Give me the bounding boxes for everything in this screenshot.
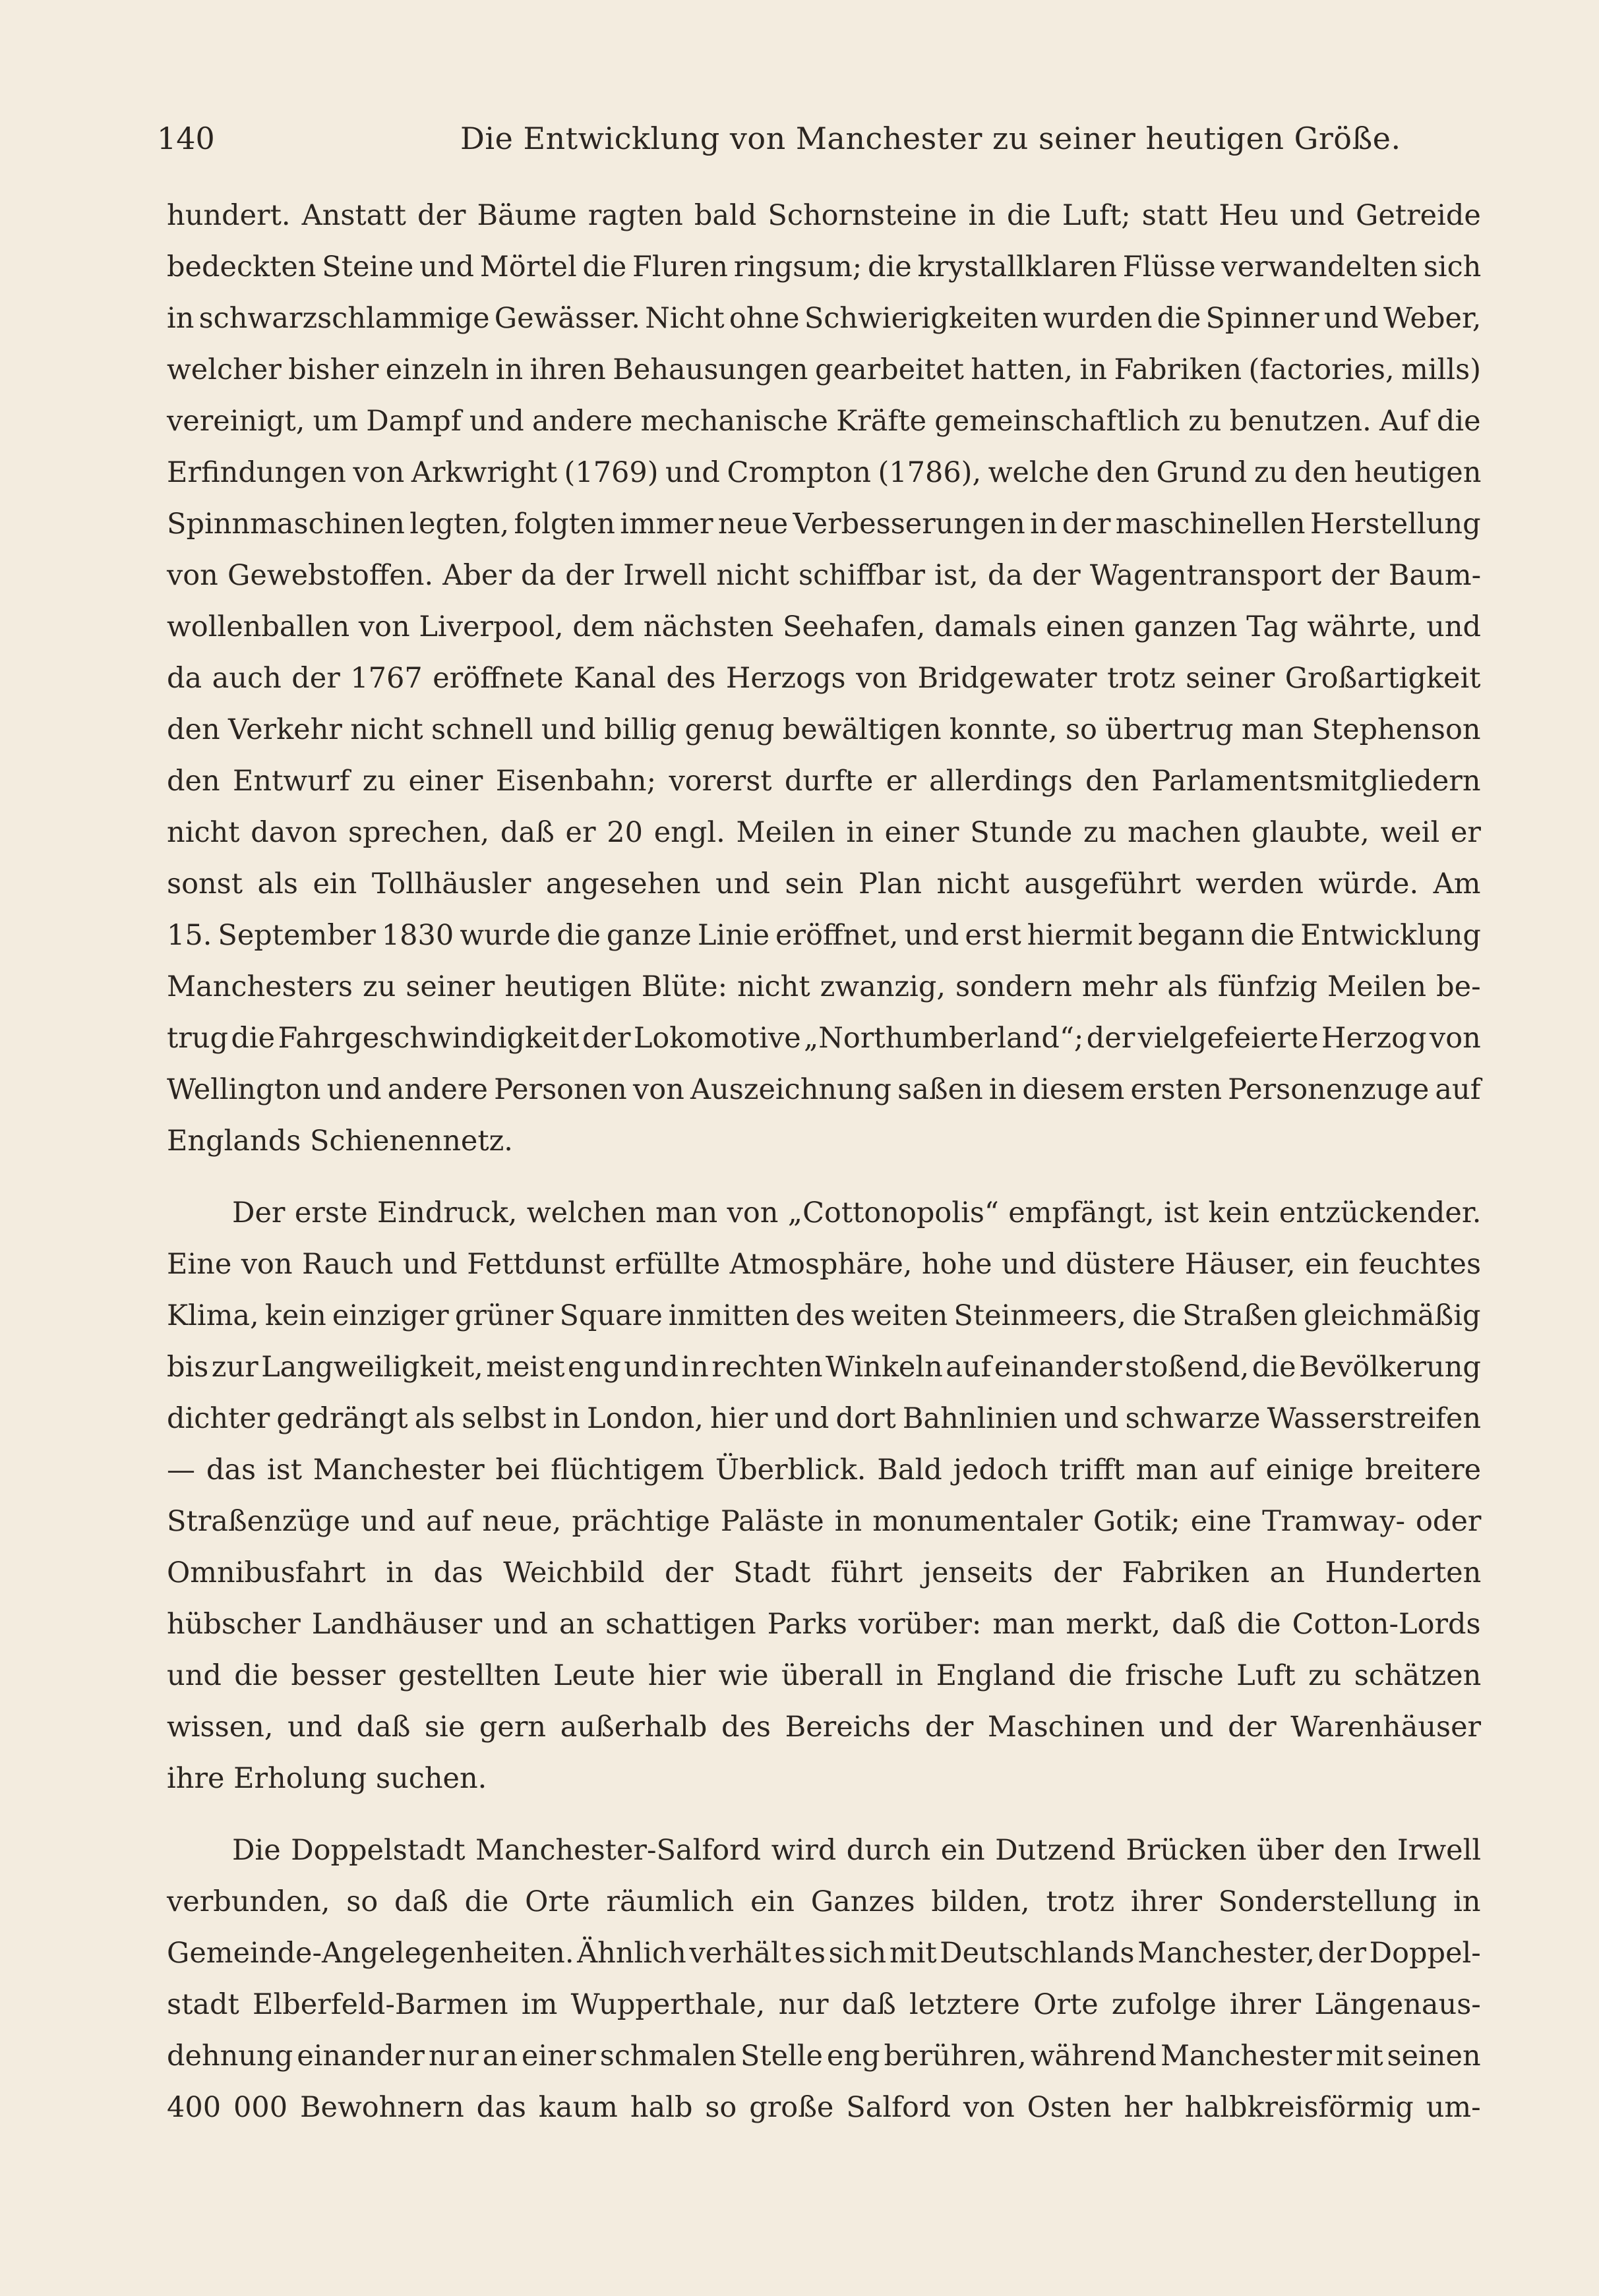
text-line: und die besser gestellten Leute hier wie überall in England die frische Luft zu schätzen [167, 1659, 1482, 1692]
text-line: hundert. Anstatt der Bäume ragten bald Schornsteine in die Luft; statt Heu und Getreide [167, 199, 1481, 232]
page-header [157, 115, 1476, 162]
paragraph-first-line: Der erste Eindruck, welchen man von „Cottonopolis“ empfängt, ist kein entzückender. [232, 1196, 1482, 1229]
text-line: Spinnmaschinen legten, folgten immer neue Verbesserungen in der maschinellen Herstellung [167, 508, 1481, 541]
text-line: Erfindungen von Arkwright (1769) und Crompton (1786), welche den Grund zu den heutigen [167, 456, 1482, 489]
text-line: 400 000 Bewohnern das kaum halb so große Salford von Osten her halbkreisförmig um- [167, 2091, 1481, 2124]
text-line: den Entwurf zu einer Eisenbahn; vorerst durfte er allerdings den Parlamentsmitgliedern [167, 765, 1481, 798]
text-line: ihre Erholung suchen. [167, 1762, 487, 1795]
text-line: — das ist Manchester bei flüchtigem Überblick. Bald jedoch trifft man auf einige breitere [167, 1454, 1482, 1487]
text-line: hübscher Landhäuser und an schattigen Parks vorüber: man merkt, daß die Cotton-Lords [167, 1608, 1481, 1641]
text-line: wollenballen von Liverpool, dem nächsten Seehafen, damals einen ganzen Tag währte, und [167, 610, 1482, 643]
text-line: da auch der 1767 eröffnete Kanal des Herzogs von Bridgewater trotz seiner Großartigkeit [167, 662, 1481, 695]
paragraph-first-line: Die Doppelstadt Manchester-Salford wird durch ein Dutzend Brücken über den Irwell [232, 1834, 1482, 1867]
text-line: den Verkehr nicht schnell und billig genug bewältigen konnte, so übertrug man Stephenson [167, 713, 1481, 746]
text-line: von Gewebstoffen. Aber da der Irwell nicht schiffbar ist, da der Wagentransport der Baum- [167, 559, 1482, 592]
text-line: Omnibusfahrt in das Weichbild der Stadt führt jenseits der Fabriken an Hunderten [167, 1556, 1482, 1589]
text-line: Gemeinde-Angelegenheiten. Ähnlich verhält es sich mit Deutschlands Manchester, der Doppel- [167, 1937, 1481, 1970]
text-line: Eine von Rauch und Fettdunst erfüllte Atmosphäre, hohe und düstere Häuser, ein feuchtes [167, 1248, 1482, 1281]
text-line: verbunden, so daß die Orte räumlich ein Ganzes bilden, trotz ihrer Sonderstellung in [167, 1885, 1481, 1918]
text-line: stadt Elberfeld-Barmen im Wupperthale, nur daß letztere Orte zufolge ihrer Längenaus- [167, 1988, 1481, 2021]
text-line: Straßenzüge und auf neue, prächtige Paläste in monumentaler Gotik; eine Tramway- oder [167, 1505, 1482, 1538]
text-line: welcher bisher einzeln in ihren Behausungen gearbeitet hatten, in Fabriken (factories, mills) [167, 353, 1481, 386]
text-line: Klima, kein einziger grüner Square inmitten des weiten Steinmeers, die Straßen gleichmäßig [167, 1299, 1481, 1332]
text-line: nicht davon sprechen, daß er 20 engl. Meilen in einer Stunde zu machen glaubte, weil er [167, 816, 1481, 849]
text-line: bis zur Langweiligkeit, meist eng und in rechten Winkeln auf einander stoßend, die Bevölkerung [167, 1351, 1481, 1384]
text-line: bedeckten Steine und Mörtel die Fluren ringsum; die krystallklaren Flüsse verwandelten sich [167, 250, 1482, 283]
text-line: Englands Schienennetz. [167, 1125, 513, 1158]
text-line: sonst als ein Tollhäusler angesehen und sein Plan nicht ausgeführt werden würde. Am [167, 868, 1481, 900]
page-number: 140 [157, 121, 215, 156]
text-line: Wellington und andere Personen von Auszeichnung saßen in diesem ersten Personenzuge auf [167, 1073, 1481, 1106]
text-line: in schwarzschlammige Gewässer. Nicht ohne Schwierigkeiten wurden die Spinner und Weber, [167, 302, 1482, 335]
text-line: vereinigt, um Dampf und andere mechanische Kräfte gemeinschaftlich zu benutzen. Auf die [167, 405, 1481, 438]
text-line: wissen, und daß sie gern außerhalb des Bereichs der Maschinen und der Warenhäuser [167, 1711, 1482, 1744]
text-line: trug die Fahrgeschwindigkeit der Lokomotive „Northumberland“; der vielgefeierte Herzog von [167, 1022, 1481, 1055]
text-line: 15. September 1830 wurde die ganze Linie eröffnet, und erst hiermit begann die Entwicklung [167, 919, 1481, 952]
text-line: Manchesters zu seiner heutigen Blüte: nicht zwanzig, sondern mehr als fünfzig Meilen be- [167, 970, 1481, 1003]
text-line: dehnung einander nur an einer schmalen Stelle eng berühren, während Manchester mit seinen [167, 2040, 1481, 2073]
text-line: dichter gedrängt als selbst in London, hier und dort Bahnlinien und schwarze Wasserstreifen [167, 1402, 1482, 1435]
running-title: Die Entwicklung von Manchester zu seiner heutigen Größe. [460, 121, 1401, 156]
